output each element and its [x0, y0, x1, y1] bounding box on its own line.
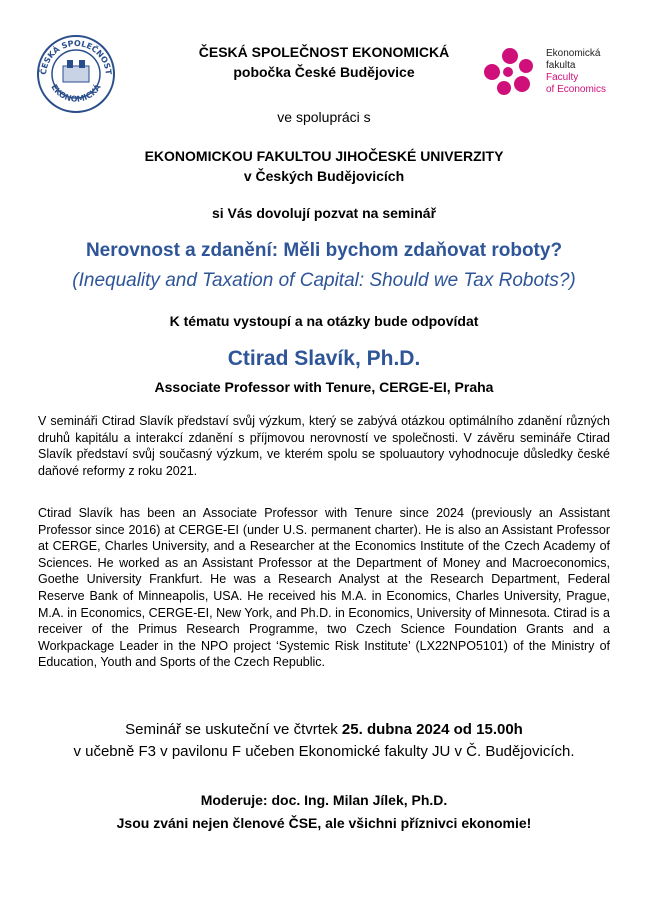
title-cs: Nerovnost a zdanění: Měli bychom zdaňovat roboty? — [85, 240, 563, 261]
bio-en: Ctirad Slavík has been an Associate Professor with Tenure since 2024 (previously an Assistant Professor since 2016) at CERGE-EI (under U.S. permanent charter). He is also an Assistant Professor at CERGE, Charles University, and a Researcher at the Economics Institute of the Czech Academy of Sciences. He worked as an Assistant Professor at the Department of Money and Macroeconomics, Goethe University Frankfurt. He was a Research Analyst at the Research Department, Federal Reserve Bank of Minneapolis, USA. He received his M.A. in Economics, Charles University, Prague, M.A. in Economics, CERGE-EI, New York, and Ph.D. in Economics, University of Minnesota. Ctirad is a receiver of the Primus Research Programme, two Czech Science Foundation Grants and a Workpackage Leader in the NPO project ‘Systemic Risk Institute’ (LX22NPO5101) of the Ministry of Education, Youth and Sports of the Czech Republic. — [38, 506, 610, 670]
svg-text:ČESKÁ SPOLEČNOST: ČESKÁ SPOLEČNOST — [38, 38, 114, 76]
speaker-title: Associate Professor with Tenure, CERGE-EI, Praha — [154, 379, 494, 395]
faculty-logo-text: Ekonomická fakulta Faculty of Economics — [546, 48, 607, 95]
event-line1: Seminář se uskuteční ve čtvrtek 25. dubna 2024 od 15.00h — [125, 721, 523, 738]
org-line1: ČESKÁ SPOLEČNOST EKONOMICKÁ — [198, 44, 450, 60]
svg-text:EKONOMICKÁ: EKONOMICKÁ — [49, 82, 103, 104]
faculty-logo — [480, 44, 620, 104]
faculty-flower-icon — [480, 44, 540, 104]
speaker-intro: K tématu vystoupí a na otázky bude odpovídat — [169, 313, 479, 329]
cooperation-text: ve spolupráci s — [277, 109, 371, 125]
moderator: Moderuje: doc. Ing. Milan Jílek, Ph.D. — [200, 792, 448, 808]
org-line2: pobočka České Budějovice — [233, 64, 415, 80]
title-en: (Inequality and Taxation of Capital: Should we Tax Robots?) — [72, 270, 576, 291]
speaker-name: Ctirad Slavík, Ph.D. — [227, 347, 421, 370]
event-info — [0, 719, 648, 763]
abstract-cs: V semináři Ctirad Slavík představí svůj výzkum, který se zabývá otázkou optimálního zdanění různých druhů kapitálu a interakcí zdanění s příjmovou nerovností ve společnosti. V závěru semináře Ctirad Slavík představí svůj současný výzkum, ve kterém spolu se spoluautory vyhodnocuje důsledky české daňové reformy z roku 2021. — [38, 414, 610, 478]
closing-text: Jsou zváni nejen členové ČSE, ale všichni příznivci ekonomie! — [116, 815, 532, 831]
partner-name: EKONOMICKOU FAKULTOU JIHOČESKÉ UNIVERZITY v Českých Budějovicích — [144, 148, 504, 184]
event-line2: v učebně F3 v pavilonu F učeben Ekonomické fakulty JU v Č. Budějovicích. — [73, 743, 575, 760]
invite-text: si Vás dovolují pozvat na seminář — [211, 205, 437, 221]
